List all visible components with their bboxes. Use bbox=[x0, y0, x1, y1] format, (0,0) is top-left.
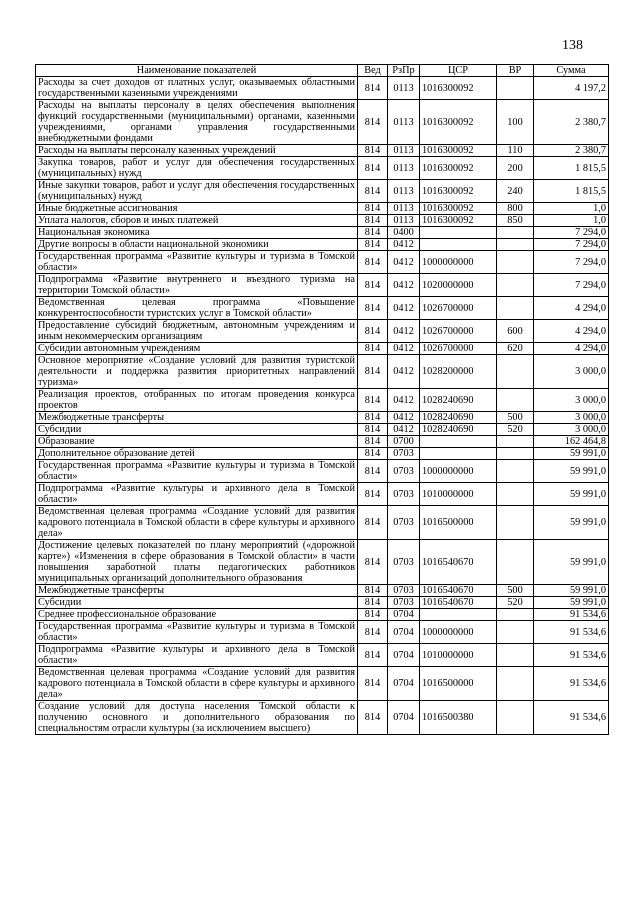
row-rzpr: 0412 bbox=[388, 251, 420, 274]
row-rzpr: 0704 bbox=[388, 621, 420, 644]
row-rzpr: 0703 bbox=[388, 585, 420, 597]
row-ved: 814 bbox=[358, 597, 388, 609]
table-row bbox=[36, 239, 609, 251]
row-ved: 814 bbox=[358, 239, 388, 251]
row-ved: 814 bbox=[358, 355, 388, 389]
row-vr bbox=[497, 355, 534, 389]
row-vr bbox=[497, 506, 534, 540]
table-row bbox=[36, 145, 609, 157]
row-vr bbox=[497, 667, 534, 701]
row-vr bbox=[497, 448, 534, 460]
row-name: Ведомственная целевая программа «Создание условий для развития кадрового потенциала в Томской области в сфере культуры и архивного дела» bbox=[36, 506, 358, 540]
table-row bbox=[36, 506, 609, 540]
table-row bbox=[36, 667, 609, 701]
row-vr bbox=[497, 609, 534, 621]
row-csr: 1016300092 bbox=[420, 215, 497, 227]
row-vr bbox=[497, 239, 534, 251]
row-csr: 1016540670 bbox=[420, 597, 497, 609]
table-row bbox=[36, 355, 609, 389]
row-vr: 500 bbox=[497, 412, 534, 424]
row-rzpr: 0412 bbox=[388, 343, 420, 355]
row-rzpr: 0113 bbox=[388, 145, 420, 157]
row-csr: 1000000000 bbox=[420, 621, 497, 644]
row-vr: 500 bbox=[497, 585, 534, 597]
row-name: Расходы на выплаты персоналу казенных учреждений bbox=[36, 145, 358, 157]
row-vr bbox=[497, 621, 534, 644]
row-rzpr: 0412 bbox=[388, 274, 420, 297]
row-csr: 1016300092 bbox=[420, 100, 497, 145]
row-name: Среднее профессиональное образование bbox=[36, 609, 358, 621]
row-ved: 814 bbox=[358, 145, 388, 157]
row-ved: 814 bbox=[358, 100, 388, 145]
row-ved: 814 bbox=[358, 297, 388, 320]
row-rzpr: 0113 bbox=[388, 100, 420, 145]
row-rzpr: 0703 bbox=[388, 540, 420, 585]
row-csr bbox=[420, 436, 497, 448]
row-rzpr: 0113 bbox=[388, 77, 420, 100]
row-sum: 1 815,5 bbox=[534, 157, 609, 180]
row-ved: 814 bbox=[358, 180, 388, 203]
row-csr: 1000000000 bbox=[420, 251, 497, 274]
row-vr bbox=[497, 389, 534, 412]
row-csr: 1010000000 bbox=[420, 644, 497, 667]
row-vr: 620 bbox=[497, 343, 534, 355]
table-row bbox=[36, 701, 609, 735]
row-rzpr: 0703 bbox=[388, 460, 420, 483]
row-sum: 4 294,0 bbox=[534, 320, 609, 343]
row-name: Межбюджетные трансферты bbox=[36, 412, 358, 424]
row-ved: 814 bbox=[358, 412, 388, 424]
row-sum: 91 534,6 bbox=[534, 667, 609, 701]
row-sum: 59 991,0 bbox=[534, 540, 609, 585]
row-csr: 1026700000 bbox=[420, 343, 497, 355]
row-csr: 1016540670 bbox=[420, 540, 497, 585]
row-ved: 814 bbox=[358, 343, 388, 355]
row-name: Создание условий для доступа населения Томской области к получению основного и дополнительного образования по специальностям отрасли культуры (за исключением высшего) bbox=[36, 701, 358, 735]
row-sum: 91 534,6 bbox=[534, 609, 609, 621]
row-ved: 814 bbox=[358, 436, 388, 448]
row-sum: 59 991,0 bbox=[534, 460, 609, 483]
row-rzpr: 0700 bbox=[388, 436, 420, 448]
row-rzpr: 0412 bbox=[388, 320, 420, 343]
row-rzpr: 0412 bbox=[388, 412, 420, 424]
row-csr: 1016300092 bbox=[420, 203, 497, 215]
row-vr: 200 bbox=[497, 157, 534, 180]
row-vr bbox=[497, 274, 534, 297]
table-row bbox=[36, 436, 609, 448]
row-sum: 4 197,2 bbox=[534, 77, 609, 100]
row-name: Предоставление субсидий бюджетным, автономным учреждениям и иным некоммерческим организациям bbox=[36, 320, 358, 343]
row-ved: 814 bbox=[358, 701, 388, 735]
row-rzpr: 0400 bbox=[388, 227, 420, 239]
row-rzpr: 0412 bbox=[388, 424, 420, 436]
row-ved: 814 bbox=[358, 215, 388, 227]
row-name: Иные закупки товаров, работ и услуг для обеспечения государственных (муниципальных) нужд bbox=[36, 180, 358, 203]
table-row bbox=[36, 540, 609, 585]
row-csr: 1016500380 bbox=[420, 701, 497, 735]
row-vr: 100 bbox=[497, 100, 534, 145]
row-name: Образование bbox=[36, 436, 358, 448]
row-rzpr: 0113 bbox=[388, 180, 420, 203]
row-rzpr: 0704 bbox=[388, 609, 420, 621]
row-rzpr: 0703 bbox=[388, 483, 420, 506]
row-ved: 814 bbox=[358, 460, 388, 483]
row-vr bbox=[497, 644, 534, 667]
row-sum: 1,0 bbox=[534, 215, 609, 227]
row-sum: 3 000,0 bbox=[534, 389, 609, 412]
table-row bbox=[36, 412, 609, 424]
row-sum: 7 294,0 bbox=[534, 227, 609, 239]
table-row bbox=[36, 157, 609, 180]
row-csr: 1028240690 bbox=[420, 389, 497, 412]
row-rzpr: 0704 bbox=[388, 701, 420, 735]
table-row bbox=[36, 297, 609, 320]
row-name: Субсидии bbox=[36, 424, 358, 436]
row-ved: 814 bbox=[358, 506, 388, 540]
row-sum: 3 000,0 bbox=[534, 412, 609, 424]
row-csr: 1028200000 bbox=[420, 355, 497, 389]
table-row bbox=[36, 227, 609, 239]
header-name: Наименование показателей bbox=[36, 65, 358, 77]
row-rzpr: 0113 bbox=[388, 157, 420, 180]
row-sum: 7 294,0 bbox=[534, 239, 609, 251]
row-vr bbox=[497, 540, 534, 585]
table-row bbox=[36, 585, 609, 597]
row-ved: 814 bbox=[358, 389, 388, 412]
row-ved: 814 bbox=[358, 585, 388, 597]
table-row bbox=[36, 100, 609, 145]
header-vr: ВР bbox=[497, 65, 534, 77]
row-name: Расходы на выплаты персоналу в целях обеспечения выполнения функций государственными (муниципальными) органами, казенными учреждениями, органами управления государственными внебюджетными фондами bbox=[36, 100, 358, 145]
table-row bbox=[36, 251, 609, 274]
table-row bbox=[36, 180, 609, 203]
row-vr bbox=[497, 436, 534, 448]
row-sum: 162 464,8 bbox=[534, 436, 609, 448]
row-sum: 7 294,0 bbox=[534, 274, 609, 297]
row-name: Закупка товаров, работ и услуг для обеспечения государственных (муниципальных) нужд bbox=[36, 157, 358, 180]
table-row bbox=[36, 424, 609, 436]
row-csr: 1016300092 bbox=[420, 180, 497, 203]
row-sum: 4 294,0 bbox=[534, 343, 609, 355]
row-ved: 814 bbox=[358, 609, 388, 621]
row-name: Ведомственная целевая программа «Повышение конкурентоспособности туристских услуг в Томской области» bbox=[36, 297, 358, 320]
row-rzpr: 0412 bbox=[388, 239, 420, 251]
table-row bbox=[36, 215, 609, 227]
row-sum: 91 534,6 bbox=[534, 701, 609, 735]
row-name: Достижение целевых показателей по плану мероприятий («дорожной карте») «Изменения в сфере образования в Томской области» в части повышения заработной платы педагогических работников муниципальных организаций дополнительного образования bbox=[36, 540, 358, 585]
row-csr: 1016540670 bbox=[420, 585, 497, 597]
row-vr: 110 bbox=[497, 145, 534, 157]
row-ved: 814 bbox=[358, 540, 388, 585]
row-ved: 814 bbox=[358, 667, 388, 701]
row-csr: 1000000000 bbox=[420, 460, 497, 483]
row-sum: 4 294,0 bbox=[534, 297, 609, 320]
table-row bbox=[36, 448, 609, 460]
row-name: Подпрограмма «Развитие культуры и архивного дела в Томской области» bbox=[36, 644, 358, 667]
row-ved: 814 bbox=[358, 251, 388, 274]
row-sum: 59 991,0 bbox=[534, 483, 609, 506]
table-row bbox=[36, 621, 609, 644]
table-row bbox=[36, 460, 609, 483]
row-ved: 814 bbox=[358, 424, 388, 436]
row-rzpr: 0704 bbox=[388, 667, 420, 701]
row-rzpr: 0703 bbox=[388, 448, 420, 460]
row-name: Основное мероприятие «Создание условий для развития туристской деятельности и поддержка развития приоритетных направлений туризма» bbox=[36, 355, 358, 389]
row-csr: 1028240690 bbox=[420, 412, 497, 424]
row-rzpr: 0703 bbox=[388, 506, 420, 540]
page-number: 138 bbox=[562, 38, 583, 53]
row-ved: 814 bbox=[358, 448, 388, 460]
row-sum: 59 991,0 bbox=[534, 506, 609, 540]
row-sum: 91 534,6 bbox=[534, 621, 609, 644]
row-name: Государственная программа «Развитие культуры и туризма в Томской области» bbox=[36, 251, 358, 274]
row-name: Государственная программа «Развитие культуры и туризма в Томской области» bbox=[36, 460, 358, 483]
row-name: Другие вопросы в области национальной экономики bbox=[36, 239, 358, 251]
row-name: Государственная программа «Развитие культуры и туризма в Томской области» bbox=[36, 621, 358, 644]
row-vr: 520 bbox=[497, 597, 534, 609]
row-ved: 814 bbox=[358, 621, 388, 644]
row-csr: 1016300092 bbox=[420, 145, 497, 157]
row-ved: 814 bbox=[358, 320, 388, 343]
row-vr bbox=[497, 251, 534, 274]
row-name: Уплата налогов, сборов и иных платежей bbox=[36, 215, 358, 227]
row-rzpr: 0704 bbox=[388, 644, 420, 667]
row-vr bbox=[497, 227, 534, 239]
row-vr bbox=[497, 701, 534, 735]
row-rzpr: 0113 bbox=[388, 215, 420, 227]
row-name: Подпрограмма «Развитие внутреннего и въездного туризма на территории Томской области» bbox=[36, 274, 358, 297]
row-sum: 3 000,0 bbox=[534, 424, 609, 436]
row-sum: 2 380,7 bbox=[534, 100, 609, 145]
row-ved: 814 bbox=[358, 77, 388, 100]
row-name: Дополнительное образование детей bbox=[36, 448, 358, 460]
row-vr: 520 bbox=[497, 424, 534, 436]
table-row bbox=[36, 77, 609, 100]
row-name: Субсидии автономным учреждениям bbox=[36, 343, 358, 355]
row-rzpr: 0113 bbox=[388, 203, 420, 215]
row-csr bbox=[420, 239, 497, 251]
row-csr: 1016300092 bbox=[420, 77, 497, 100]
header-ved: Вед bbox=[358, 65, 388, 77]
table-row bbox=[36, 203, 609, 215]
row-sum: 1,0 bbox=[534, 203, 609, 215]
row-rzpr: 0412 bbox=[388, 389, 420, 412]
row-ved: 814 bbox=[358, 274, 388, 297]
row-rzpr: 0412 bbox=[388, 355, 420, 389]
row-csr bbox=[420, 448, 497, 460]
row-csr: 1020000000 bbox=[420, 274, 497, 297]
table-row bbox=[36, 609, 609, 621]
row-csr: 1010000000 bbox=[420, 483, 497, 506]
row-vr bbox=[497, 297, 534, 320]
row-vr: 240 bbox=[497, 180, 534, 203]
row-sum: 3 000,0 bbox=[534, 355, 609, 389]
row-name: Расходы за счет доходов от платных услуг, оказываемых областными государственными казенными учреждениями bbox=[36, 77, 358, 100]
row-sum: 1 815,5 bbox=[534, 180, 609, 203]
row-csr: 1026700000 bbox=[420, 320, 497, 343]
header-sum: Сумма bbox=[534, 65, 609, 77]
row-sum: 59 991,0 bbox=[534, 597, 609, 609]
row-ved: 814 bbox=[358, 483, 388, 506]
header-csr: ЦСР bbox=[420, 65, 497, 77]
row-name: Межбюджетные трансферты bbox=[36, 585, 358, 597]
table-row bbox=[36, 389, 609, 412]
row-sum: 7 294,0 bbox=[534, 251, 609, 274]
table-row bbox=[36, 644, 609, 667]
row-name: Субсидии bbox=[36, 597, 358, 609]
row-csr bbox=[420, 227, 497, 239]
table-header-row bbox=[36, 65, 609, 77]
row-sum: 59 991,0 bbox=[534, 585, 609, 597]
row-vr bbox=[497, 77, 534, 100]
row-csr: 1026700000 bbox=[420, 297, 497, 320]
table-row bbox=[36, 343, 609, 355]
table-row bbox=[36, 597, 609, 609]
row-ved: 814 bbox=[358, 227, 388, 239]
row-sum: 91 534,6 bbox=[534, 644, 609, 667]
table-row bbox=[36, 483, 609, 506]
row-sum: 59 991,0 bbox=[534, 448, 609, 460]
row-csr bbox=[420, 609, 497, 621]
row-name: Подпрограмма «Развитие культуры и архивного дела в Томской области» bbox=[36, 483, 358, 506]
row-csr: 1028240690 bbox=[420, 424, 497, 436]
budget-table bbox=[35, 64, 609, 735]
table-row bbox=[36, 274, 609, 297]
row-vr bbox=[497, 483, 534, 506]
row-vr: 850 bbox=[497, 215, 534, 227]
row-rzpr: 0412 bbox=[388, 297, 420, 320]
row-ved: 814 bbox=[358, 203, 388, 215]
row-name: Национальная экономика bbox=[36, 227, 358, 239]
row-name: Реализация проектов, отобранных по итогам проведения конкурса проектов bbox=[36, 389, 358, 412]
row-ved: 814 bbox=[358, 644, 388, 667]
row-rzpr: 0703 bbox=[388, 597, 420, 609]
table-row bbox=[36, 320, 609, 343]
row-vr: 800 bbox=[497, 203, 534, 215]
row-csr: 1016500000 bbox=[420, 506, 497, 540]
row-vr bbox=[497, 460, 534, 483]
row-name: Иные бюджетные ассигнования bbox=[36, 203, 358, 215]
row-sum: 2 380,7 bbox=[534, 145, 609, 157]
header-rzpr: РзПр bbox=[388, 65, 420, 77]
row-name: Ведомственная целевая программа «Создание условий для развития кадрового потенциала в Томской области в сфере культуры и архивного дела» bbox=[36, 667, 358, 701]
row-csr: 1016300092 bbox=[420, 157, 497, 180]
row-csr: 1016500000 bbox=[420, 667, 497, 701]
row-vr: 600 bbox=[497, 320, 534, 343]
row-ved: 814 bbox=[358, 157, 388, 180]
